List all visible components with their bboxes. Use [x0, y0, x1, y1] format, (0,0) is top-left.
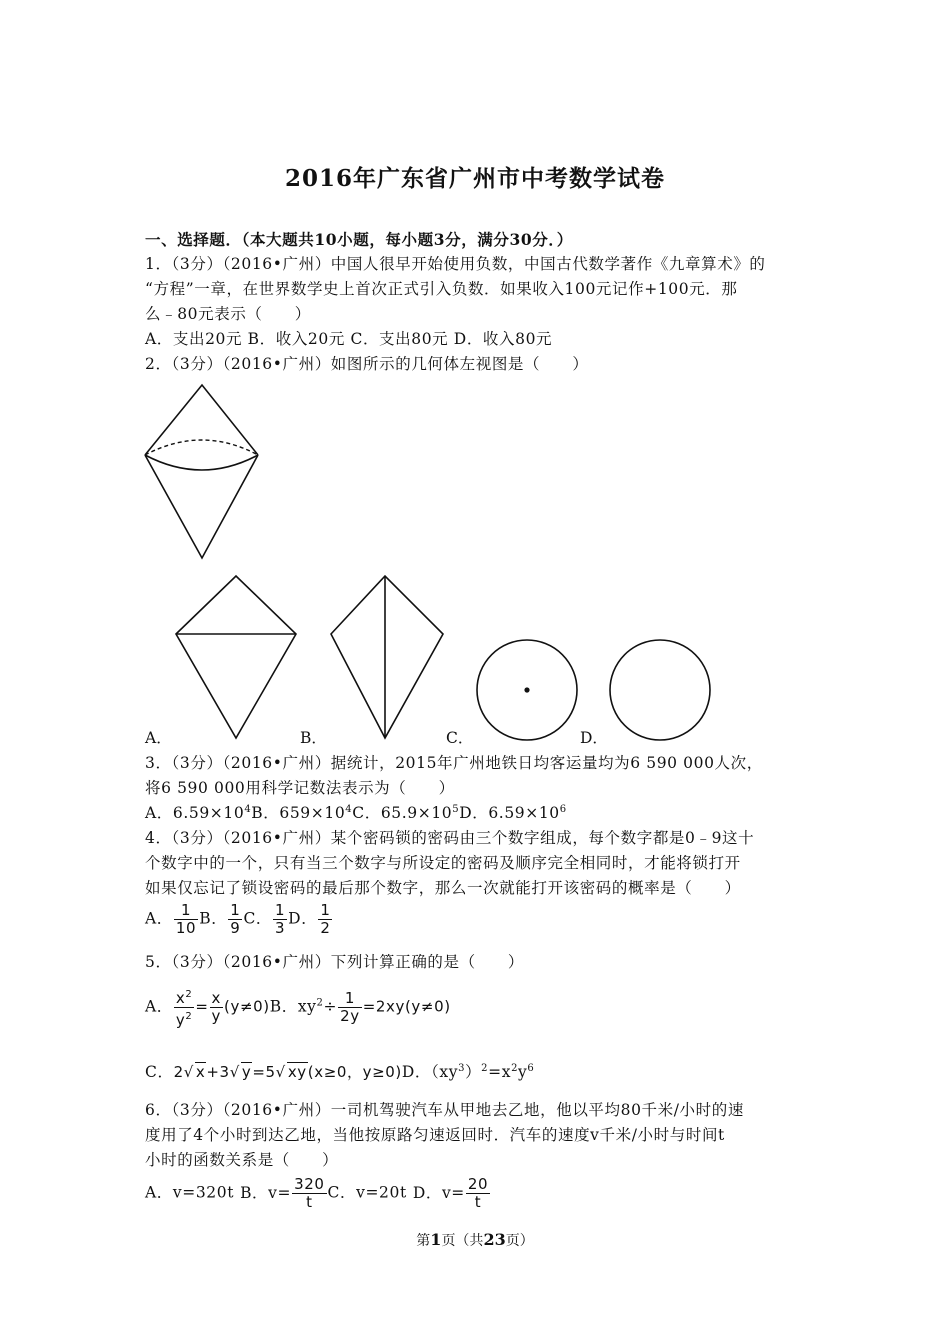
q2-label-b: B． [300, 729, 327, 747]
q5-b-lead: xy [297, 997, 317, 1016]
footer-page-number: 1 [430, 1230, 442, 1249]
q1-line3: 么﹣80元表示（ ） [145, 305, 311, 323]
q5-d-exp1: 3 [458, 1062, 466, 1074]
q5-c-root-sign-2: √ [229, 1063, 240, 1081]
q4-label-b: B． [199, 909, 228, 928]
q4-fraction-d [318, 902, 332, 937]
q1-line1: 1．（3分）（2016•广州）中国人很早开始使用负数，中国古代数学著作《九章算术》的 [145, 255, 766, 273]
q5-c-radicand-xy: xy [287, 1063, 307, 1081]
q1-options: A．支出20元 B．收入20元 C．支出80元 D．收入80元 [145, 330, 553, 348]
q4-label-a: A． [145, 909, 173, 928]
q3-option-a-exponent: 4 [244, 803, 252, 815]
page-title: 2016年广东省广州市中考数学试卷 [284, 165, 665, 192]
q5-line1: 5．（3分）（2016•广州）下列计算正确的是（ ） [145, 953, 525, 971]
q2-option-d-figure [607, 638, 713, 744]
q5-label-b: B． [269, 997, 298, 1016]
q5-b-numerator: 1 [338, 990, 362, 1008]
q4-fraction-b-denominator: 9 [230, 919, 241, 937]
q5-c-condition: (x≥0，y≥0) [307, 1063, 402, 1081]
q6-option-d-numerator: 20 [467, 1175, 489, 1193]
q5-a-fraction [174, 986, 194, 1029]
q5-label-d: D． [401, 1063, 432, 1081]
q4-options [145, 902, 333, 937]
section-heading: 一、选择题．（本大题共10小题，每小题3分，满分30分．） [145, 230, 573, 249]
q3-line1: 3．（3分）（2016•广州）据统计，2015年广州地铁日均客运量均为6 590 000人次， [145, 754, 763, 772]
q3-option-d-exponent: 6 [559, 803, 567, 815]
q3-option-b: B．659×10 [251, 804, 346, 822]
q4-fraction-c-numerator: 1 [275, 901, 286, 919]
q4-fraction-d-denominator: 2 [320, 919, 331, 937]
q5-a-result-denominator: y [211, 1007, 222, 1025]
q3-option-c: C．65.9×10 [352, 804, 453, 822]
q4-line2: 个数字中的一个，只有当三个数字与所设定的密码及顺序完全相同时，才能将锁打开 [145, 854, 741, 872]
q5-b-denominator: 2y [340, 1007, 360, 1025]
q5-c-root-sign: √ [183, 1063, 194, 1081]
q5-d-exp4: 6 [527, 1062, 535, 1074]
page-footer [0, 1230, 950, 1250]
q6-option-b-fraction [292, 1176, 326, 1211]
q3-line2: 将6 590 000用科学记数法表示为（ ） [145, 779, 455, 797]
q6-option-d-fraction [466, 1176, 490, 1211]
q6-option-b-denominator: t [306, 1193, 313, 1211]
q2-option-b-figure [328, 572, 446, 742]
q5-d-text2: ） [465, 1063, 482, 1081]
q5-c-radicand-x: x [195, 1063, 206, 1081]
q2-option-c-figure [474, 638, 580, 744]
q5-d-exp3: 2 [511, 1062, 519, 1074]
q4-fraction-a-numerator: 1 [174, 902, 198, 920]
q6-line2: 度用了4个小时到达乙地，当他按原路匀速返回时．汽车的速度v千米/小时与时间t [145, 1126, 725, 1144]
q4-label-c: C． [243, 909, 273, 928]
q5-c-coef-a: 2 [173, 1063, 184, 1081]
q6-options [145, 1176, 491, 1211]
q2-solid-figure [140, 380, 265, 565]
q3-option-a: A．6.59×10 [145, 804, 245, 822]
q5-a-condition: (y≠0) [224, 997, 270, 1016]
q5-b-lead-exponent: 2 [316, 997, 324, 1009]
q5-c-coef-b: +3 [206, 1063, 230, 1081]
footer-middle: 页（共 [441, 1233, 484, 1249]
q5-d-text4: y [518, 1063, 528, 1081]
q3-option-b-exponent: 4 [345, 803, 353, 815]
q4-fraction-b-numerator: 1 [230, 901, 241, 919]
q5-c-radicand-y: y [241, 1063, 252, 1081]
footer-total-pages: 23 [483, 1230, 506, 1249]
q5-label-c: C． [145, 1063, 174, 1081]
q6-line3: 小时的函数关系是（ ） [145, 1151, 339, 1169]
q4-label-d: D． [288, 909, 318, 928]
q6-option-a: A．v=320t [145, 1183, 235, 1202]
q5-a-result-numerator: x [211, 989, 222, 1007]
q5-b-fraction [338, 990, 362, 1025]
q2-line1: 2．（3分）（2016•广州）如图所示的几何体左视图是（ ） [145, 355, 589, 373]
q5-c-root-sign-3: √ [275, 1063, 286, 1081]
q5-a-equals: = [195, 997, 209, 1016]
q5-d-exp2: 2 [481, 1062, 489, 1074]
q4-fraction-b [228, 902, 242, 937]
q1-line2: “方程”一章，在世界数学史上首次正式引入负数．如果收入100元记作+100元．那 [145, 280, 738, 298]
q5-options-cd [145, 1060, 534, 1082]
q4-line3: 如果仅忘记了锁设密码的最后那个数字，那么一次就能打开该密码的概率是（ ） [145, 879, 741, 897]
footer-suffix: 页） [505, 1233, 534, 1249]
q3-options [145, 801, 567, 823]
q5-a-numerator: $x^2$ [174, 986, 194, 1008]
q3-option-c-exponent: 5 [452, 803, 460, 815]
q6-option-b-label: B．v= [240, 1183, 292, 1202]
q5-b-divide: ÷ [323, 997, 338, 1016]
q2-option-a-figure [172, 572, 300, 742]
q4-fraction-c [273, 902, 287, 937]
q6-option-c: C．v=20t [327, 1183, 407, 1202]
q5-b-rest: =2xy(y≠0) [362, 997, 451, 1016]
q2-label-d: D． [580, 729, 608, 747]
q5-a-denominator: $y^2$ [175, 1011, 193, 1029]
q5-c-coef-c: =5 [252, 1063, 276, 1081]
q2-label-c: C． [446, 729, 474, 747]
q5-d-text3: =x [488, 1063, 512, 1081]
q5-label-a: A． [145, 997, 173, 1016]
q6-option-d-label: D．v= [412, 1183, 465, 1202]
q6-line1: 6．（3分）（2016•广州）一司机驾驶汽车从甲地去乙地，他以平均80千米/小时的速 [145, 1101, 744, 1119]
q4-fraction-c-denominator: 3 [275, 919, 286, 937]
q6-option-d-denominator: t [474, 1193, 482, 1211]
q4-line1: 4．（3分）（2016•广州）某个密码锁的密码由三个数字组成，每个数字都是0﹣9这十 [145, 829, 755, 847]
q5-options-ab [145, 986, 451, 1029]
q4-fraction-a-denominator: 10 [175, 919, 197, 937]
footer-prefix: 第 [416, 1233, 431, 1249]
q6-option-b-numerator: 320 [294, 1175, 325, 1193]
q4-fraction-a [174, 902, 198, 937]
q5-a-result-fraction [210, 990, 223, 1025]
q2-label-a: A． [145, 729, 172, 747]
q5-d-text: （xy [431, 1063, 459, 1081]
q4-fraction-d-numerator: 1 [320, 901, 331, 919]
q3-option-d: D．6.59×10 [459, 804, 560, 822]
